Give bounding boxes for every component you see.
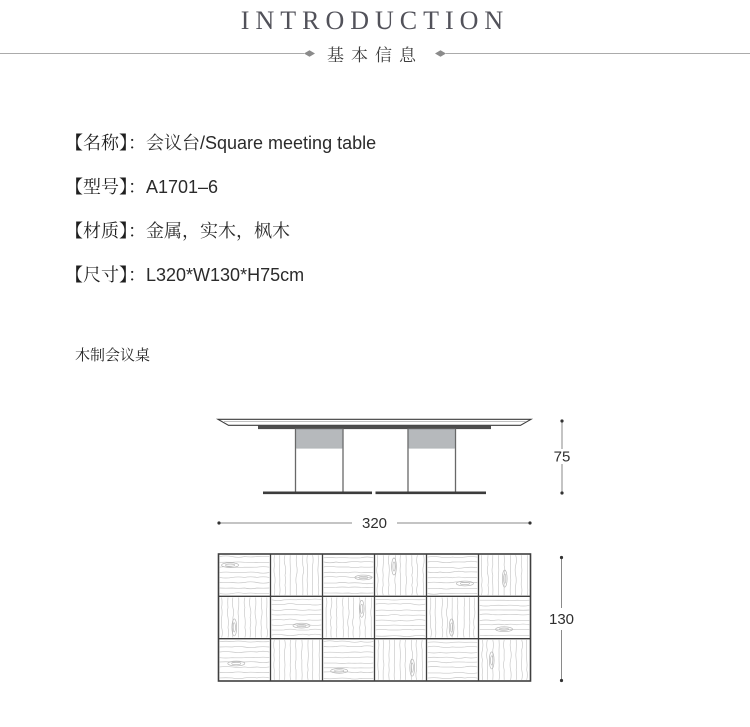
front-elevation — [218, 419, 531, 493]
diamond-icon — [304, 50, 315, 57]
spec-value: 会议台/Square meeting table — [146, 133, 377, 153]
depth-dim-label: 130 — [548, 611, 575, 628]
dim-tick — [560, 556, 563, 559]
spec-row-model — [65, 176, 376, 199]
spec-value: L320*W130*H75cm — [146, 265, 305, 285]
spec-label: 【名称】： — [65, 133, 146, 153]
spec-label: 【材质】： — [65, 221, 146, 241]
section-divider — [0, 43, 750, 63]
plan-view — [219, 554, 531, 681]
dim-tick — [560, 419, 563, 422]
dim-tick — [528, 521, 531, 524]
spec-label: 【尺寸】： — [65, 265, 146, 285]
section-title: 基本信息 — [327, 45, 423, 65]
height-dim-label: 75 — [553, 448, 571, 466]
table-leg-right-cap — [409, 429, 455, 448]
dim-tick — [217, 521, 220, 524]
product-caption: 木制会议桌 — [75, 347, 151, 364]
spec-label: 【型号】： — [65, 177, 146, 197]
dim-tick — [560, 679, 563, 682]
divider-line-left — [0, 53, 304, 54]
table-top — [218, 419, 531, 425]
spec-value: A1701–6 — [146, 177, 219, 197]
page-title: INTRODUCTION — [240, 6, 510, 35]
table-leg-left-cap — [296, 429, 342, 448]
diamond-icon — [435, 50, 446, 57]
dim-tick — [560, 491, 563, 494]
depth-dimension — [549, 556, 574, 682]
width-dimension — [217, 515, 531, 532]
product-specs — [65, 132, 376, 308]
spec-row-name — [65, 132, 376, 155]
height-dimension — [554, 419, 571, 494]
spec-row-material — [65, 220, 376, 243]
spec-row-size — [65, 264, 376, 287]
divider-line-right — [446, 53, 750, 54]
width-dim-label: 320 — [361, 515, 388, 532]
spec-value: 金属，实木，枫木 — [146, 221, 290, 241]
technical-drawing — [0, 400, 750, 727]
